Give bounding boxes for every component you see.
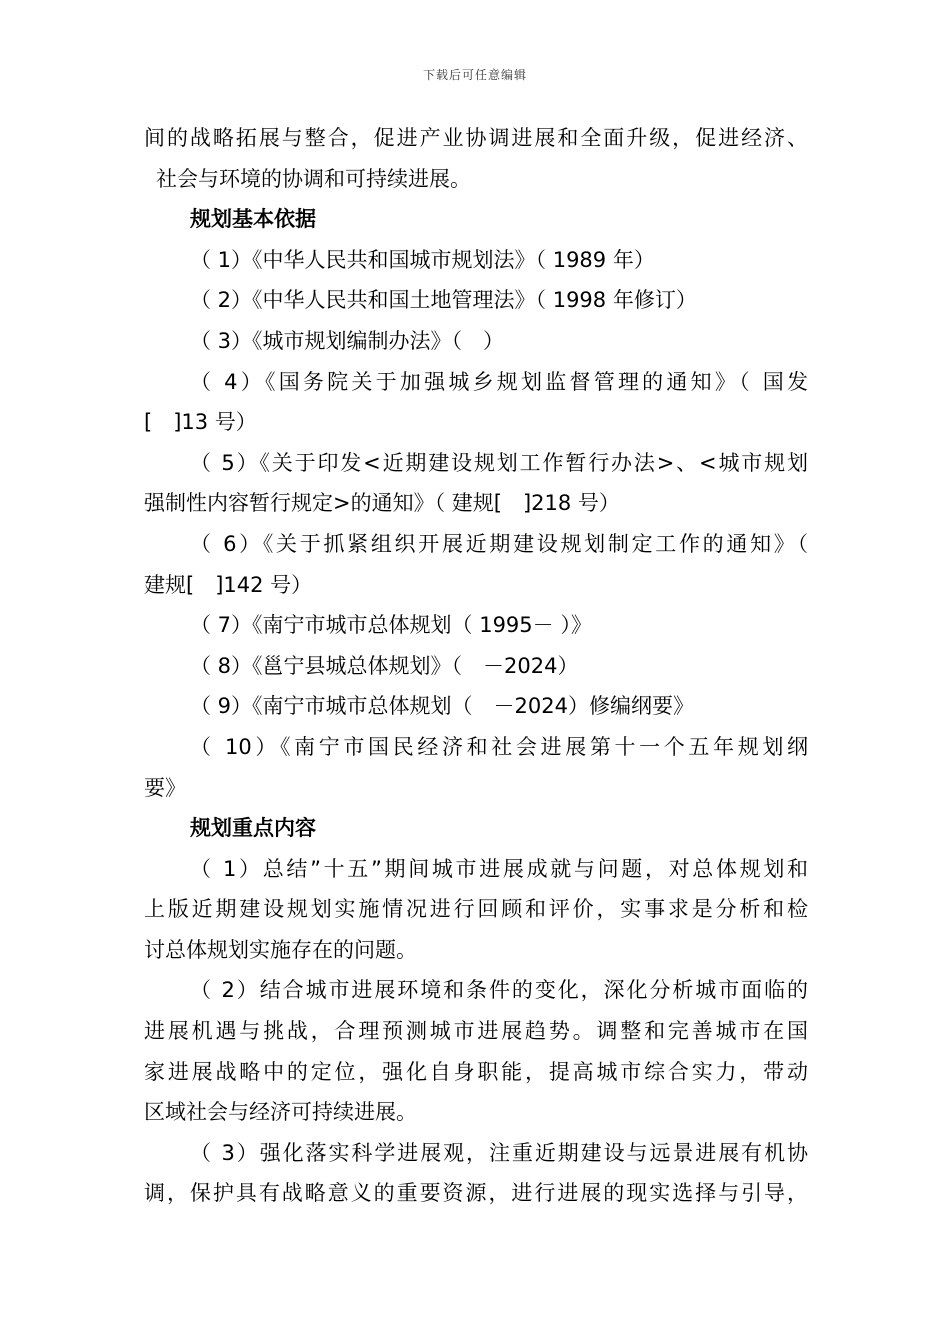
page-header: 下载后可任意编辑 [422, 68, 527, 82]
paragraph-line: 上版近期建设规划实施情况进行回顾和评价，实事求是分析和检 [144, 897, 808, 922]
list-item: （ 5）《关于印发<近期建设规划工作暂行办法>、<城市规划 [190, 450, 808, 475]
paragraph-line: （ 1）总结”十五”期间城市进展成就与问题，对总体规划和 [190, 856, 808, 881]
list-item: （ 8）《邕宁县城总体规划》（ －2024） [190, 653, 579, 678]
list-item: （ 9）《南宁市城市总体规划（ －2024）修编纲要》 [190, 694, 694, 719]
paragraph-line: 调，保护具有战略意义的重要资源，进行进展的现实选择与引导， [144, 1181, 808, 1206]
list-item-continuation: [ ]13 号） [144, 410, 257, 435]
list-item-continuation: 强制性内容暂行规定>的通知》（ 建规[ ]218 号） [144, 491, 620, 516]
list-item: （ 3）《城市规划编制办法》（ ） [190, 328, 505, 353]
list-item-continuation: 要》 [144, 775, 186, 800]
paragraph-line: 家进展战略中的定位，强化自身职能，提高城市综合实力，带动 [144, 1059, 808, 1084]
paragraph-line: 区域社会与经济可持续进展。 [144, 1100, 417, 1125]
paragraph-line: 讨总体规划实施存在的问题。 [144, 937, 417, 962]
paragraph-line: （ 3）强化落实科学进展观，注重近期建设与远景进展有机协 [190, 1140, 808, 1165]
document-body [144, 118, 808, 1214]
list-item-continuation: 建规[ ]142 号） [144, 572, 313, 597]
list-item: （ 4）《国务院关于加强城乡规划监督管理的通知》（ 国发 [190, 369, 808, 394]
paragraph-line: 社会与环境的协调和可持续进展。 [156, 166, 471, 191]
list-item: （ 1）《中华人民共和国城市规划法》（ 1989 年） [190, 247, 655, 272]
list-item: （ 6）《关于抓紧组织开展近期建设规划制定工作的通知》（ [190, 531, 808, 556]
paragraph-line: 间的战略拓展与整合，促进产业协调进展和全面升级，促进经济、 [144, 126, 808, 150]
list-item: （ 7）《南宁市城市总体规划（ 1995－ ）》 [190, 613, 592, 638]
paragraph-line: 进展机遇与挑战，合理预测城市进展趋势。调整和完善城市在国 [144, 1019, 808, 1044]
section-heading: 规划基本依据 [190, 207, 316, 232]
section-heading: 规划重点内容 [190, 816, 316, 841]
list-item: （ 2）《中华人民共和国土地管理法》（ 1998 年修订） [190, 288, 697, 313]
paragraph-line: （ 2）结合城市进展环境和条件的变化，深化分析城市面临的 [190, 978, 808, 1003]
list-item: （ 10）《南宁市国民经济和社会进展第十一个五年规划纲 [190, 734, 808, 759]
